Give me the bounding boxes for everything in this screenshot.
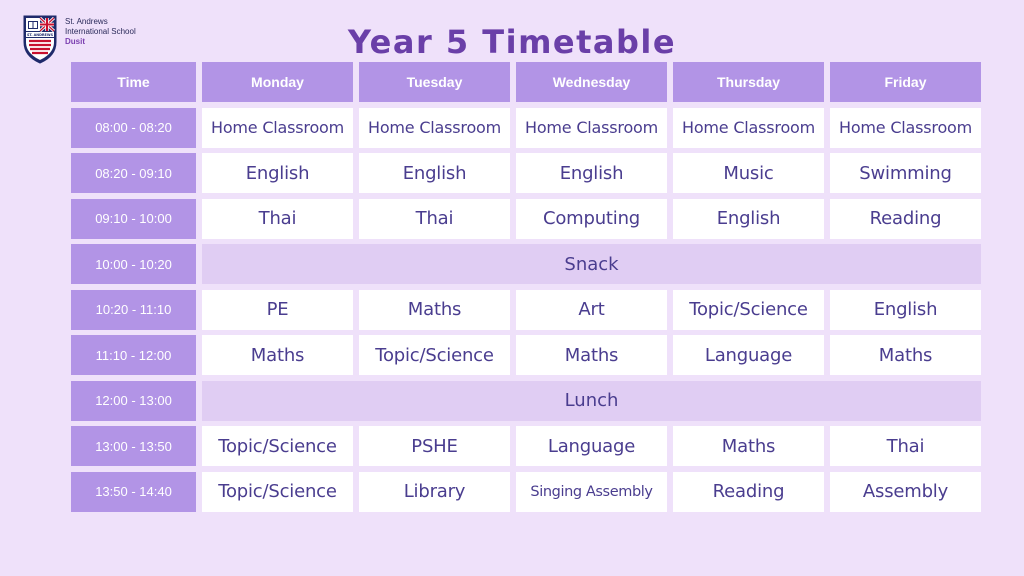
lesson-cell: Thai [830,426,981,466]
lesson-cell: English [673,199,824,239]
lesson-cell: Topic/Science [359,335,510,375]
header-thursday: Thursday [673,62,824,102]
lesson-cell: English [516,153,667,193]
lesson-cell: Assembly [830,472,981,512]
time-slot: 08:00 - 08:20 [71,108,196,148]
lesson-cell: Maths [359,290,510,330]
time-slot: 10:20 - 11:10 [71,290,196,330]
lesson-cell: Home Classroom [673,108,824,148]
lesson-cell: Topic/Science [202,472,353,512]
lesson-cell: Art [516,290,667,330]
header-time: Time [71,62,196,102]
time-slot: 13:50 - 14:40 [71,472,196,512]
timetable-grid [71,62,981,512]
lesson-cell: Maths [202,335,353,375]
break-lunch: Lunch [202,381,981,421]
time-slot: 09:10 - 10:00 [71,199,196,239]
lesson-cell: PE [202,290,353,330]
time-slot: 10:00 - 10:20 [71,244,196,284]
lesson-cell: English [830,290,981,330]
lesson-cell: Reading [673,472,824,512]
time-slot: 13:00 - 13:50 [71,426,196,466]
lesson-cell: Swimming [830,153,981,193]
lesson-cell: Topic/Science [202,426,353,466]
lesson-cell: Maths [516,335,667,375]
lesson-cell: English [202,153,353,193]
lesson-cell: Singing Assembly [516,472,667,512]
break-snack: Snack [202,244,981,284]
lesson-cell: PSHE [359,426,510,466]
lesson-cell: English [359,153,510,193]
lesson-cell: Home Classroom [830,108,981,148]
crest-text: ST. ANDREWS [26,33,54,37]
header-tuesday: Tuesday [359,62,510,102]
time-slot: 12:00 - 13:00 [71,381,196,421]
lesson-cell: Reading [830,199,981,239]
lesson-cell: Home Classroom [516,108,667,148]
lesson-cell: Computing [516,199,667,239]
time-slot: 11:10 - 12:00 [71,335,196,375]
header-monday: Monday [202,62,353,102]
lesson-cell: Maths [830,335,981,375]
lesson-cell: Language [516,426,667,466]
lesson-cell: Home Classroom [202,108,353,148]
school-campus: Dusit [65,37,85,46]
header-friday: Friday [830,62,981,102]
school-name-line1: St. Andrews [65,17,108,26]
lesson-cell: Topic/Science [673,290,824,330]
page-title: Year 5 Timetable [347,23,677,61]
lesson-cell: Thai [359,199,510,239]
lesson-cell: Thai [202,199,353,239]
lesson-cell: Music [673,153,824,193]
lesson-cell: Library [359,472,510,512]
school-name-line2: International School [65,27,136,36]
time-slot: 08:20 - 09:10 [71,153,196,193]
lesson-cell: Home Classroom [359,108,510,148]
lesson-cell: Language [673,335,824,375]
header-wednesday: Wednesday [516,62,667,102]
lesson-cell: Maths [673,426,824,466]
